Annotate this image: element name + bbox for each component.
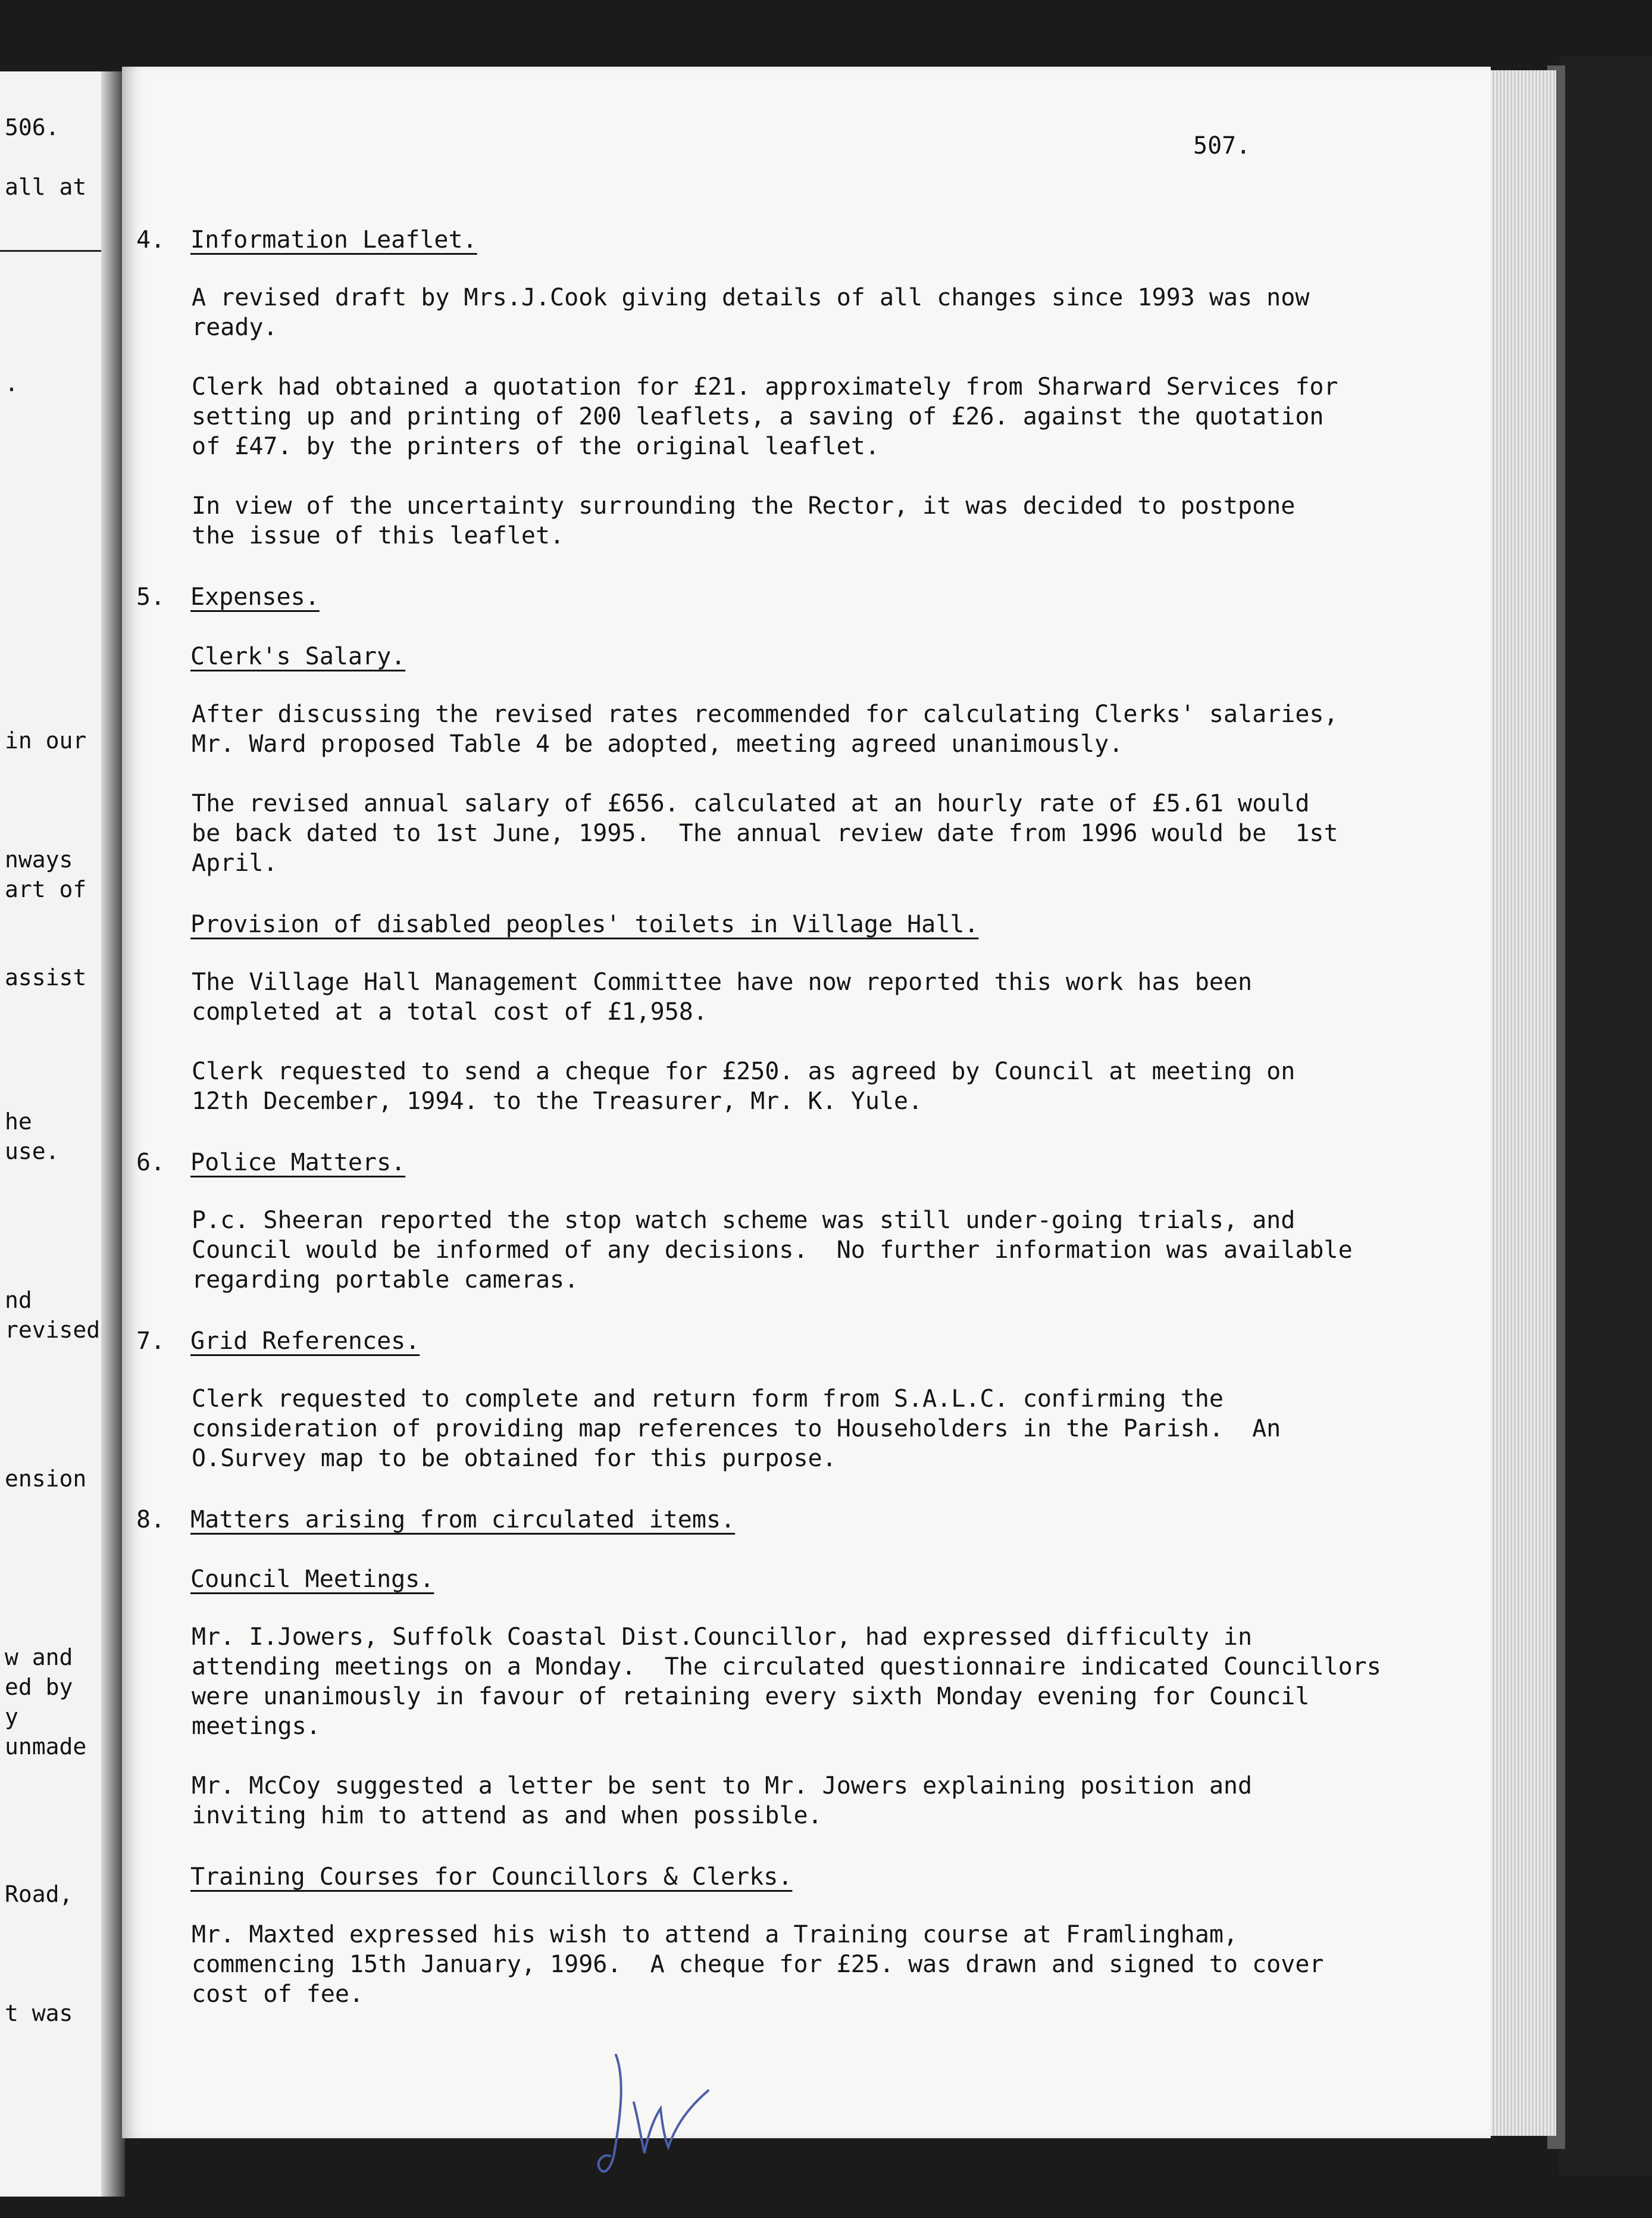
left-fragment: unmade	[5, 1733, 87, 1760]
page-stack-edge	[1491, 70, 1556, 2136]
left-fragment: assist	[5, 964, 87, 991]
item-number: 6.	[136, 1149, 165, 1176]
left-rule	[0, 250, 108, 252]
section-heading: Information Leaflet.	[190, 226, 477, 254]
subsection-heading: Clerk's Salary.	[190, 643, 406, 670]
left-fragment: in our	[5, 727, 87, 754]
item-number: 7.	[136, 1327, 165, 1355]
paragraph: Mr. Maxted expressed his wish to attend a Training course at Framlingham, commencing 15th January, 1996. A cheque for £25. was drawn and signed to cover cost of fee.	[192, 1921, 1324, 2008]
book-gutter	[101, 71, 125, 2197]
left-fragment: revised	[5, 1317, 101, 1343]
item-number: 8.	[136, 1506, 165, 1533]
subsection-heading: Training Courses for Councillors & Clerks.	[190, 1863, 793, 1891]
subsection-heading: Council Meetings.	[190, 1566, 434, 1593]
section-heading: Grid References.	[190, 1327, 420, 1355]
left-fragment: nways	[5, 846, 73, 873]
paragraph: Clerk had obtained a quotation for £21. approximately from Sharward Services for setting up and printing of 200 leaflets, a saving of £26. against the quotation of £47. by the printers of the original leaflet.	[192, 373, 1338, 460]
left-fragment: w and	[5, 1644, 73, 1670]
subsection-heading: Provision of disabled peoples' toilets in Village Hall.	[190, 911, 979, 938]
left-fragment: he	[5, 1108, 32, 1135]
paragraph: A revised draft by Mrs.J.Cook giving details of all changes since 1993 was now ready.	[192, 284, 1310, 341]
paragraph: In view of the uncertainty surrounding the Rector, it was decided to postpone the issue of this leaflet.	[192, 492, 1296, 549]
left-fragment: all at	[5, 174, 87, 200]
left-fragment: t was	[5, 2000, 73, 2026]
paragraph: After discussing the revised rates recommended for calculating Clerks' salaries, Mr. Ward proposed Table 4 be adopted, meeting agreed unanimously.	[192, 701, 1338, 758]
left-fragment: Road,	[5, 1881, 73, 1907]
item-number: 4.	[136, 226, 165, 254]
section-heading: Police Matters.	[190, 1149, 406, 1176]
paragraph: Mr. I.Jowers, Suffolk Coastal Dist.Councillor, had expressed difficulty in attending meetings on a Monday. The circulated questionnaire indicated Councillors were unanimously in favour of retaining every sixth Monday evening for Council meetings.	[192, 1623, 1381, 1740]
signature	[592, 2049, 723, 2192]
left-page	[0, 71, 113, 2197]
paragraph: The Village Hall Management Committee have now reported this work has been completed at a total cost of £1,958.	[192, 969, 1253, 1026]
paragraph: Clerk requested to send a cheque for £250. as agreed by Council at meeting on 12th December, 1994. to the Treasurer, Mr. K. Yule.	[192, 1058, 1296, 1115]
book-cover	[1559, 57, 1652, 2176]
left-fragment: y	[5, 1704, 18, 1730]
paragraph: Mr. McCoy suggested a letter be sent to Mr. Jowers explaining position and inviting him to attend as and when possible.	[192, 1772, 1253, 1829]
left-fragment: .	[5, 370, 18, 396]
left-fragment: ension	[5, 1466, 87, 1492]
left-fragment: use.	[5, 1138, 60, 1164]
left-page-number: 506.	[5, 114, 60, 140]
paragraph: P.c. Sheeran reported the stop watch scheme was still under-going trials, and Council would be informed of any decisions. No further information was available regarding portable cameras.	[192, 1207, 1353, 1294]
paragraph: The revised annual salary of £656. calculated at an hourly rate of £5.61 would be back dated to 1st June, 1995. The annual review date from 1996 would be 1st April.	[192, 790, 1338, 877]
section-heading: Expenses.	[190, 583, 320, 611]
page-number: 507.	[1193, 132, 1251, 160]
left-fragment: ed by	[5, 1674, 73, 1700]
paragraph: Clerk requested to complete and return form from S.A.L.C. confirming the consideration of providing map references to Householders in the Parish. An O.Survey map to be obtained for this purpose.	[192, 1385, 1281, 1472]
left-fragment: art of	[5, 876, 87, 902]
left-fragment: nd	[5, 1287, 32, 1313]
item-number: 5.	[136, 583, 165, 611]
section-heading: Matters arising from circulated items.	[190, 1506, 736, 1533]
minutes-page	[122, 67, 1491, 2138]
